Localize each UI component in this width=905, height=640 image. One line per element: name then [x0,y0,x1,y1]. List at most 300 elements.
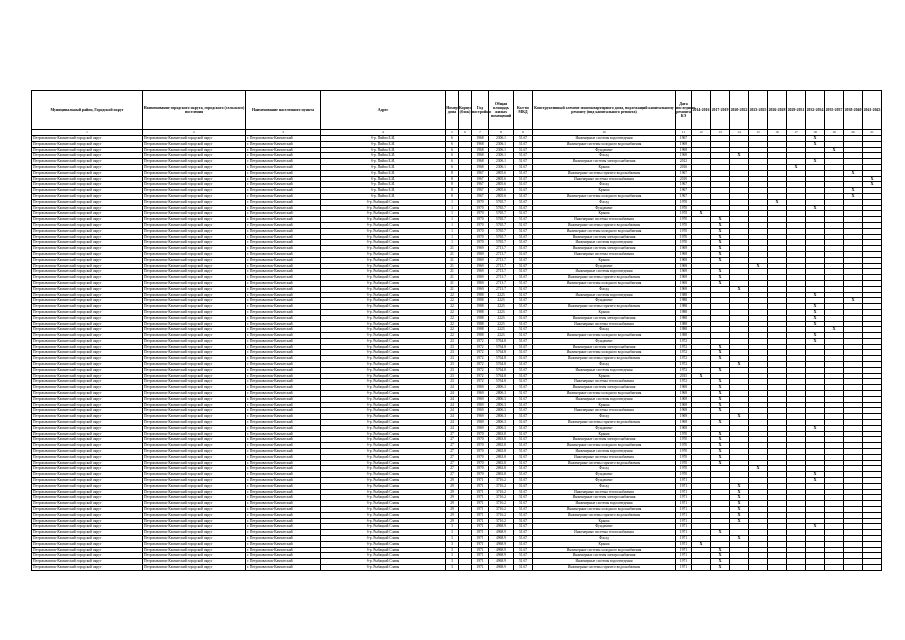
house-number-cell: 27 [446,454,459,460]
settlement-cell: Петропавловск-Камчатский городской округ [143,379,246,385]
area-cell: 4968.9 [489,524,514,530]
settlement-cell: Петропавловск-Камчатский городской округ [143,222,246,228]
settlement-cell: Петропавловск-Камчатский городской округ [143,217,246,223]
municipality-cell: Петропавловск-Камчатский городской округ [32,159,143,165]
last-repair-cell: 1969 [676,275,692,281]
mkd-cell: 51.67 [514,269,533,275]
locality-cell: г. Петропавловск-Камчатский [246,535,321,541]
scheduled-mark: X [813,332,817,338]
build-year-cell: 1969 [472,385,489,391]
build-year-cell: 1972 [472,362,489,368]
last-repair-cell: 1972 [676,379,692,385]
municipality-cell: Петропавловск-Камчатский городской округ [32,379,143,385]
header-row [32,91,882,130]
build-year-cell: 1988 [472,292,489,298]
house-number-cell: 8 [446,193,459,199]
settlement-cell: Петропавловск-Камчатский городской округ [143,188,246,194]
element-cell: Крыша [533,164,676,170]
scheduled-mark: X [756,465,760,471]
municipality-cell: Петропавловск-Камчатский городской округ [32,147,143,153]
last-repair-cell: 1971 [676,559,692,565]
mkd-cell: 51.67 [514,425,533,431]
settlement-cell: Петропавловск-Камчатский городской округ [143,524,246,530]
build-year-cell: 1968 [472,136,489,142]
scheduled-mark: X [718,546,722,552]
locality-cell: г. Петропавловск-Камчатский [246,176,321,182]
house-number-cell: 24 [446,396,459,402]
locality-cell: г. Петропавловск-Камчатский [246,367,321,373]
area-cell: 5765.7 [489,222,514,228]
element-cell: Фундамент [533,425,676,431]
mkd-cell: 51.67 [514,431,533,437]
area-cell: 2805.6 [489,193,514,199]
last-repair-cell: 1988 [676,321,692,327]
last-repair-cell: 1969 [676,269,692,275]
municipality-cell: Петропавловск-Камчатский городской округ [32,408,143,414]
municipality-cell: Петропавловск-Камчатский городской округ [32,136,143,142]
settlement-cell: Петропавловск-Камчатский городской округ [143,280,246,286]
address-cell: б-р. Рыбацкой Славы [321,564,446,570]
scheduled-mark: X [718,459,722,465]
house-number-cell: 24 [446,425,459,431]
scheduled-mark: X [718,419,722,425]
house-number-cell: 6 [446,164,459,170]
column-header: 2038-2040 [844,91,863,130]
house-number-cell: 24 [446,391,459,397]
last-repair-cell: 1970 [676,466,692,472]
area-cell: 2806.3 [489,396,514,402]
locality-cell: г. Петропавловск-Камчатский [246,159,321,165]
municipality-cell: Петропавловск-Камчатский городской округ [32,211,143,217]
area-cell: 2223 [489,292,514,298]
mkd-cell: 51.67 [514,193,533,199]
column-header: Корпус (блок) [459,91,472,130]
settlement-cell: Петропавловск-Камчатский городской округ [143,431,246,437]
column-header: 2020-2022 [730,91,749,130]
address-cell: б-р. Рыбацкой Славы [321,547,446,553]
element-cell: Инженерные системы теплоснабжения [533,454,676,460]
build-year-cell: 1972 [472,350,489,356]
locality-cell: г. Петропавловск-Камчатский [246,379,321,385]
mkd-cell: 51.67 [514,315,533,321]
municipality-cell: Петропавловск-Камчатский городской округ [32,263,143,269]
settlement-cell: Петропавловск-Камчатский городской округ [143,193,246,199]
municipality-cell: Петропавловск-Камчатский городской округ [32,280,143,286]
build-year-cell: 1970 [472,431,489,437]
last-repair-cell: 1970 [676,234,692,240]
last-repair-cell: 1969 [676,402,692,408]
build-year-cell: 1968 [472,153,489,159]
area-cell: 2223 [489,321,514,327]
house-number-cell: 22 [446,327,459,333]
locality-cell: г. Петропавловск-Камчатский [246,559,321,565]
settlement-cell: Петропавловск-Камчатский городской округ [143,507,246,513]
address-cell: б-р. Рыбацкой Славы [321,350,446,356]
mkd-cell: 51.67 [514,136,533,142]
settlement-cell: Петропавловск-Камчатский городской округ [143,298,246,304]
element-cell: Крыша [533,211,676,217]
build-year-cell: 1970 [472,199,489,205]
last-repair-cell: 1988 [676,292,692,298]
locality-cell: г. Петропавловск-Камчатский [246,512,321,518]
locality-cell: г. Петропавловск-Камчатский [246,211,321,217]
last-repair-cell: 1988 [676,304,692,310]
settlement-cell: Петропавловск-Камчатский городской округ [143,460,246,466]
locality-cell: г. Петропавловск-Камчатский [246,136,321,142]
column-number: 18 [806,130,825,136]
scheduled-mark: X [737,494,741,500]
last-repair-cell: 2012 [676,159,692,165]
address-cell: б-р. Рыбацкой Славы [321,478,446,484]
element-cell: Инженерные системы горячего водоснабжения [533,564,676,570]
element-cell: Инженерные системы электроснабжения [533,437,676,443]
locality-cell: г. Петропавловск-Камчатский [246,240,321,246]
column-number: 16 [768,130,787,136]
scheduled-mark: X [718,216,722,222]
address-cell: б-р. Рыбацкой Славы [321,501,446,507]
scheduled-mark: X [813,158,817,164]
municipality-cell: Петропавловск-Камчатский городской округ [32,367,143,373]
mkd-cell: 51.67 [514,385,533,391]
settlement-cell: Петропавловск-Камчатский городской округ [143,263,246,269]
house-number-cell: 29 [446,501,459,507]
last-repair-cell: 1971 [676,495,692,501]
last-repair-cell: 1970 [676,217,692,223]
settlement-cell: Петропавловск-Камчатский городской округ [143,199,246,205]
address-cell: б-р. Рыбацкой Славы [321,431,446,437]
locality-cell: г. Петропавловск-Камчатский [246,507,321,513]
municipality-cell: Петропавловск-Камчатский городской округ [32,356,143,362]
house-number-cell: 27 [446,460,459,466]
locality-cell: г. Петропавловск-Камчатский [246,501,321,507]
column-number: 9 [514,130,533,136]
mkd-cell: 51.67 [514,541,533,547]
municipality-cell: Петропавловск-Камчатский городской округ [32,246,143,252]
build-year-cell: 1967 [472,188,489,194]
settlement-cell: Петропавловск-Камчатский городской округ [143,327,246,333]
area-cell: 2713.7 [489,251,514,257]
mkd-cell: 51.67 [514,373,533,379]
last-repair-cell: 1967 [676,136,692,142]
scheduled-mark: X [813,204,817,210]
scheduled-mark: X [718,442,722,448]
mkd-cell: 51.67 [514,292,533,298]
column-header: 2026-2028 [768,91,787,130]
locality-cell: г. Петропавловск-Камчатский [246,147,321,153]
address-cell: б-р. Пийпа Б.И. [321,188,446,194]
scheduled-mark: X [718,436,722,442]
house-number-cell: 27 [446,437,459,443]
house-number-cell: 27 [446,466,459,472]
scheduled-mark: X [813,308,817,314]
locality-cell: г. Петропавловск-Камчатский [246,495,321,501]
area-cell: 2863.8 [489,437,514,443]
column-header: Наименование населенного пункта [246,91,321,130]
area-cell: 5764.8 [489,362,514,368]
column-header: 2023-2025 [749,91,768,130]
mkd-cell: 51.67 [514,280,533,286]
column-header: Дата последнего ремонта КЭ [676,91,692,130]
house-number-cell: 27 [446,443,459,449]
address-cell: б-р. Рыбацкой Славы [321,507,446,513]
table-row [32,564,882,570]
municipality-cell: Петропавловск-Камчатский городской округ [32,170,143,176]
address-cell: б-р. Рыбацкой Славы [321,304,446,310]
area-cell: 2223 [489,315,514,321]
last-repair-cell: 1969 [676,408,692,414]
element-cell: Крыша [533,402,676,408]
house-number-cell: 24 [446,385,459,391]
house-number-cell: 23 [446,362,459,368]
address-cell: б-р. Рыбацкой Славы [321,472,446,478]
address-cell: б-р. Рыбацкой Славы [321,292,446,298]
house-number-cell: 6 [446,136,459,142]
locality-cell: г. Петропавловск-Камчатский [246,541,321,547]
address-cell: б-р. Пийпа Б.И. [321,182,446,188]
locality-cell: г. Петропавловск-Камчатский [246,524,321,530]
mkd-cell: 51.67 [514,246,533,252]
address-cell: б-р. Рыбацкой Славы [321,269,446,275]
element-cell: Фундамент [533,298,676,304]
area-cell: 3716.2 [489,501,514,507]
mkd-cell: 51.67 [514,501,533,507]
area-cell: 3716.2 [489,512,514,518]
municipality-cell: Петропавловск-Камчатский городской округ [32,483,143,489]
locality-cell: г. Петропавловск-Камчатский [246,350,321,356]
period-cell [768,564,787,570]
element-cell: Инженерные системы горячего водоснабжения [533,275,676,281]
house-number-cell: 6 [446,141,459,147]
house-number-cell: 23 [446,350,459,356]
element-cell: Фундамент [533,478,676,484]
locality-cell: г. Петропавловск-Камчатский [246,483,321,489]
element-cell: Фундамент [533,524,676,530]
settlement-cell: Петропавловск-Камчатский городской округ [143,495,246,501]
build-year-cell: 1971 [472,501,489,507]
area-cell: 5764.8 [489,350,514,356]
area-cell: 2863.8 [489,472,514,478]
municipality-cell: Петропавловск-Камчатский городской округ [32,275,143,281]
area-cell: 5765.7 [489,228,514,234]
mkd-cell: 51.67 [514,478,533,484]
build-year-cell: 1970 [472,211,489,217]
mkd-cell: 51.67 [514,524,533,530]
build-year-cell: 1970 [472,240,489,246]
last-repair-cell: 1970 [676,460,692,466]
house-number-cell: 23 [446,338,459,344]
settlement-cell: Петропавловск-Камчатский городской округ [143,164,246,170]
mkd-cell: 51.67 [514,489,533,495]
house-number-cell: 8 [446,170,459,176]
scheduled-mark: X [718,401,722,407]
settlement-cell: Петропавловск-Камчатский городской округ [143,449,246,455]
locality-cell: г. Петропавловск-Камчатский [246,304,321,310]
locality-cell: г. Петропавловск-Камчатский [246,275,321,281]
mkd-cell: 51.67 [514,333,533,339]
last-repair-cell: 1967 [676,188,692,194]
build-year-cell: 1967 [472,193,489,199]
settlement-cell: Петропавловск-Камчатский городской округ [143,269,246,275]
locality-cell: г. Петропавловск-Камчатский [246,309,321,315]
scheduled-mark: X [718,384,722,390]
last-repair-cell: 1972 [676,362,692,368]
last-repair-cell: 1969 [676,414,692,420]
element-cell: Фундамент [533,205,676,211]
build-year-cell: 1971 [472,483,489,489]
settlement-cell: Петропавловск-Камчатский городской округ [143,304,246,310]
element-cell: Инженерные системы теплоснабжения [533,379,676,385]
mkd-cell: 51.67 [514,472,533,478]
build-year-cell: 1969 [472,280,489,286]
scheduled-mark: X [718,239,722,245]
address-cell: б-р. Рыбацкой Славы [321,483,446,489]
last-repair-cell: 1971 [676,524,692,530]
last-repair-cell: 1988 [676,298,692,304]
scheduled-mark: X [813,291,817,297]
column-number: 12 [692,130,711,136]
element-cell: Инженерные системы теплоснабжения [533,251,676,257]
last-repair-cell: 1988 [676,327,692,333]
locality-cell: г. Петропавловск-Камчатский [246,356,321,362]
locality-cell: г. Петропавловск-Камчатский [246,327,321,333]
element-cell: Инженерные системы горячего водоснабжения [533,512,676,518]
area-cell: 2806.3 [489,391,514,397]
settlement-cell: Петропавловск-Камчатский городской округ [143,541,246,547]
build-year-cell: 1971 [472,495,489,501]
mkd-cell: 51.67 [514,460,533,466]
column-header: Кол-во МКД [514,91,533,130]
settlement-cell: Петропавловск-Камчатский городской округ [143,391,246,397]
last-repair-cell: 1967 [676,193,692,199]
municipality-cell: Петропавловск-Камчатский городской округ [32,373,143,379]
address-cell: б-р. Рыбацкой Славы [321,391,446,397]
locality-cell: г. Петропавловск-Камчатский [246,333,321,339]
settlement-cell: Петропавловск-Камчатский городской округ [143,153,246,159]
area-cell: 2806.3 [489,385,514,391]
scheduled-mark: X [794,163,798,169]
address-cell: б-р. Пийпа Б.И. [321,164,446,170]
locality-cell: г. Петропавловск-Камчатский [246,217,321,223]
address-cell: б-р. Рыбацкой Славы [321,385,446,391]
period-cell [806,564,825,570]
house-number-cell: 22 [446,304,459,310]
build-year-cell: 1971 [472,530,489,536]
mkd-cell: 51.67 [514,408,533,414]
mkd-cell: 51.67 [514,483,533,489]
address-cell: б-р. Рыбацкой Славы [321,437,446,443]
element-cell: Крыша [533,518,676,524]
house-number-cell: 22 [446,292,459,298]
settlement-cell: Петропавловск-Камчатский городской округ [143,240,246,246]
last-repair-cell: 1969 [676,251,692,257]
house-number-cell: 21 [446,286,459,292]
build-year-cell: 1967 [472,176,489,182]
locality-cell: г. Петропавловск-Камчатский [246,431,321,437]
address-cell: б-р. Рыбацкой Славы [321,396,446,402]
element-cell: Инженерные системы теплоснабжения [533,176,676,182]
address-cell: б-р. Рыбацкой Славы [321,408,446,414]
house-number-cell: 29 [446,483,459,489]
column-number: 17 [787,130,806,136]
municipality-cell: Петропавловск-Камчатский городской округ [32,414,143,420]
element-cell: Инженерные системы водоотведения [533,367,676,373]
mkd-cell: 51.67 [514,443,533,449]
house-number-cell: 29 [446,495,459,501]
area-cell: 2863.8 [489,460,514,466]
municipality-cell: Петропавловск-Камчатский городской округ [32,257,143,263]
locality-cell: г. Петропавловск-Камчатский [246,170,321,176]
address-cell: б-р. Рыбацкой Славы [321,466,446,472]
last-repair-cell: 1971 [676,483,692,489]
last-repair-cell: 1969 [676,385,692,391]
build-year-cell: 1988 [472,333,489,339]
capital-repair-program-sheet [31,90,881,571]
municipality-cell: Петропавловск-Камчатский городской округ [32,333,143,339]
scheduled-mark: X [718,563,722,569]
build-year-cell: 1972 [472,356,489,362]
municipality-cell: Петропавловск-Камчатский городской округ [32,222,143,228]
house-number-cell: 1 [446,205,459,211]
address-cell: б-р. Рыбацкой Славы [321,333,446,339]
address-cell: б-р. Рыбацкой Славы [321,240,446,246]
area-cell: 2306.1 [489,164,514,170]
area-cell: 2805.6 [489,182,514,188]
last-repair-cell: 1971 [676,553,692,559]
locality-cell: г. Петропавловск-Камчатский [246,246,321,252]
house-number-cell: 3 [446,564,459,570]
build-year-cell: 1988 [472,304,489,310]
build-year-cell: 1971 [472,478,489,484]
area-cell: 3716.2 [489,518,514,524]
locality-cell: г. Петропавловск-Камчатский [246,414,321,420]
settlement-cell: Петропавловск-Камчатский городской округ [143,385,246,391]
scheduled-mark: X [737,534,741,540]
build-year-cell: 1969 [472,408,489,414]
municipality-cell: Петропавловск-Камчатский городской округ [32,338,143,344]
municipality-cell: Петропавловск-Камчатский городской округ [32,228,143,234]
repair-schedule-table [31,90,882,571]
area-cell: 2223 [489,309,514,315]
locality-cell: г. Петропавловск-Камчатский [246,530,321,536]
scheduled-mark: X [718,453,722,459]
build-year-cell: 1967 [472,182,489,188]
build-year-cell: 1969 [472,402,489,408]
last-repair-cell: 1970 [676,199,692,205]
house-number-cell: 27 [446,449,459,455]
scheduled-mark: X [851,297,855,303]
build-year-cell: 1970 [472,234,489,240]
element-cell: Фасад [533,466,676,472]
mkd-cell: 51.67 [514,170,533,176]
scheduled-mark: X [813,337,817,343]
scheduled-mark: X [718,349,722,355]
settlement-cell: Петропавловск-Камчатский городской округ [143,362,246,368]
build-year-cell: 1971 [472,524,489,530]
mkd-cell: 51.67 [514,466,533,472]
column-header: 2014-2016 [692,91,711,130]
address-cell: б-р. Рыбацкой Славы [321,449,446,455]
build-year-cell: 1970 [472,222,489,228]
municipality-cell: Петропавловск-Камчатский городской округ [32,182,143,188]
build-year-cell: 1972 [472,344,489,350]
mkd-cell: 51.67 [514,298,533,304]
settlement-cell: Петропавловск-Камчатский городской округ [143,472,246,478]
address-cell: б-р. Рыбацкой Славы [321,263,446,269]
address-cell: б-р. Пийпа Б.И. [321,176,446,182]
house-number-cell: 23 [446,373,459,379]
last-repair-cell: 1971 [676,547,692,553]
locality-cell: г. Петропавловск-Камчатский [246,553,321,559]
